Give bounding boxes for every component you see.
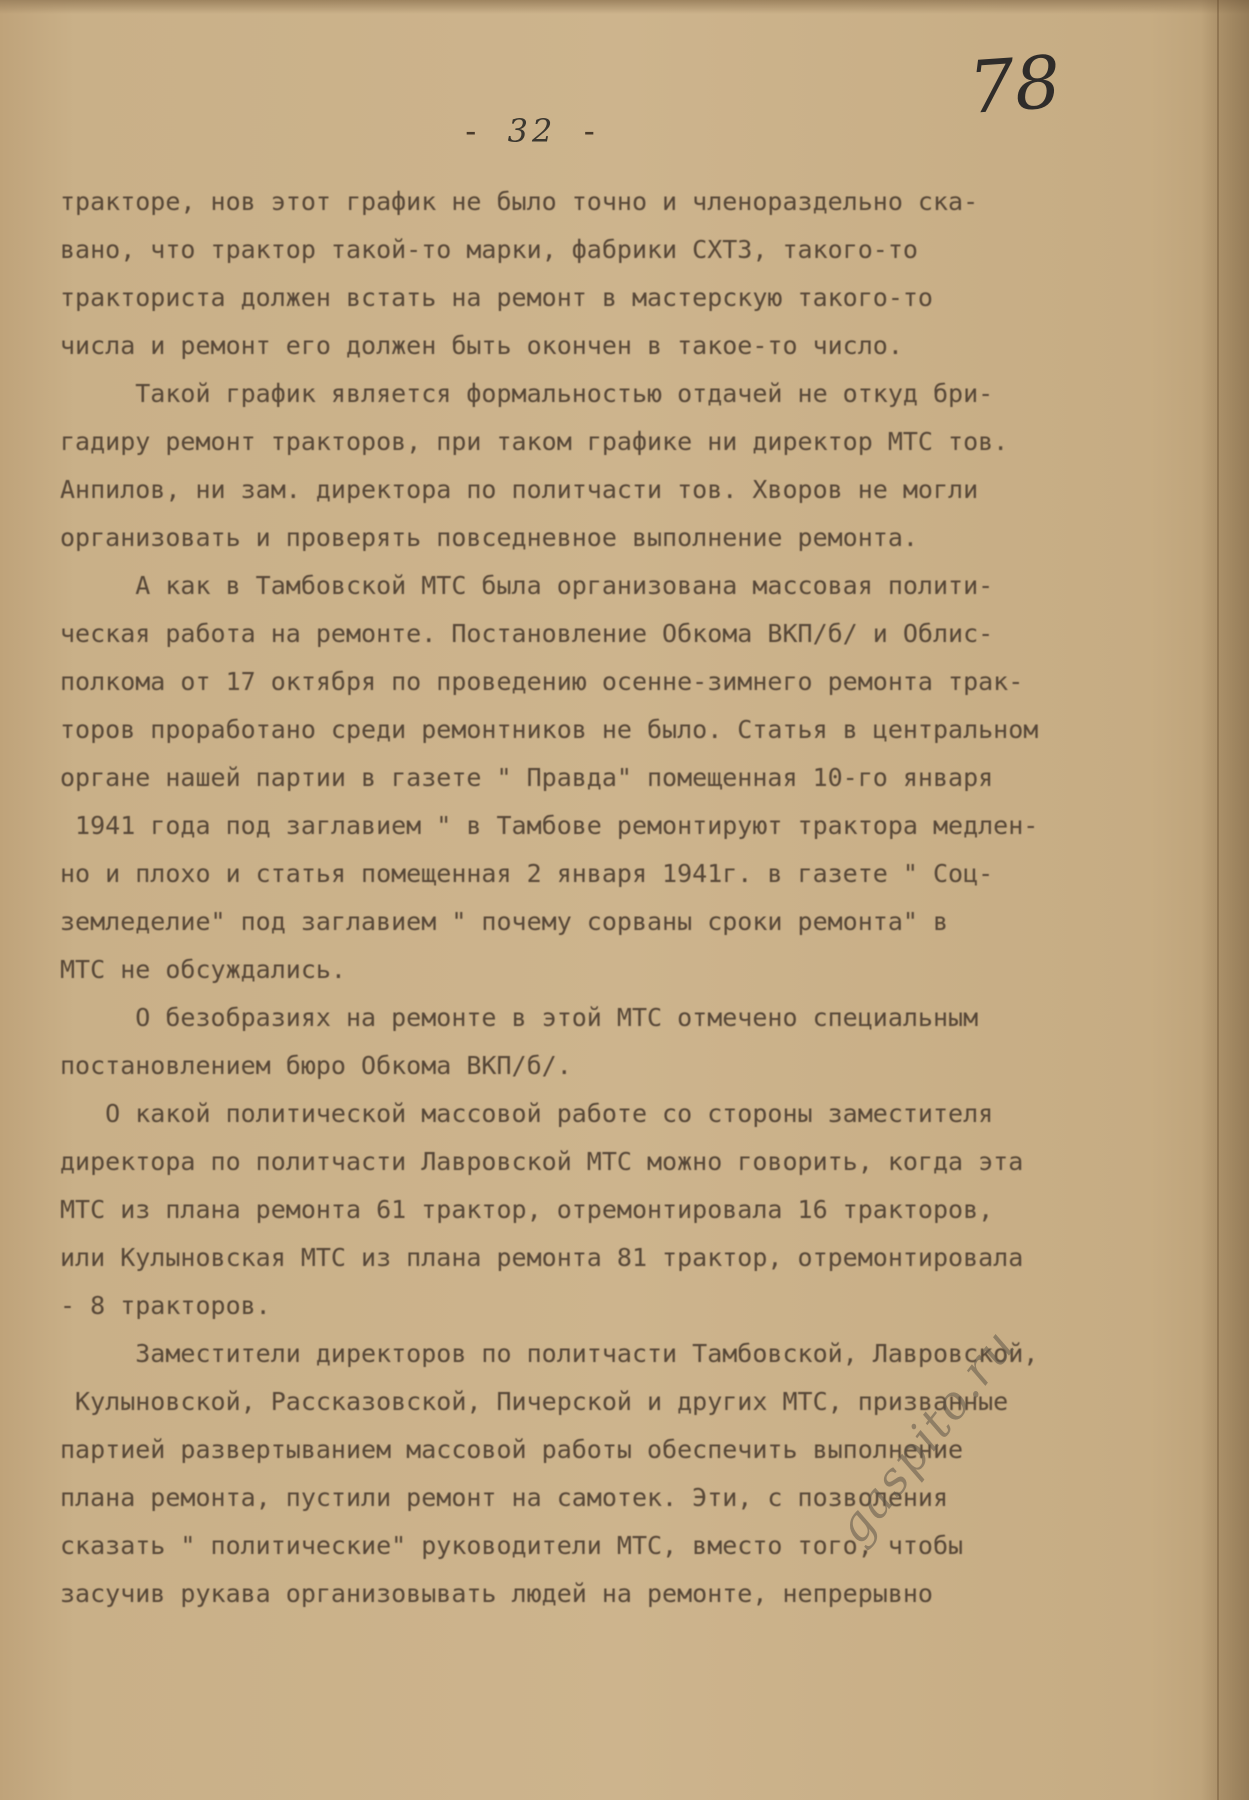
text-line: но и плохо и статья помещенная 2 января 1941г. в газете " Соц- xyxy=(60,859,994,888)
page-top-shadow xyxy=(0,0,1249,14)
text-line: плана ремонта, пустили ремонт на самотек. Эти, с позволения xyxy=(60,1483,949,1512)
text-line: торов проработано среди ремонтников не было. Статья в центральном xyxy=(60,715,1039,744)
typewritten-text xyxy=(60,178,1200,1618)
page-number-prefix: - xyxy=(461,112,508,150)
text-line: тракторе, нов этот график не было точно и членораздельно ска- xyxy=(60,187,979,216)
text-line: директора по политчасти Лавровской МТС можно говорить, когда эта xyxy=(60,1147,1024,1176)
page-fold-line xyxy=(1217,0,1219,1800)
text-line: 1941 года под заглавием " в Тамбове ремонтируют трактора медлен- xyxy=(60,811,1039,840)
text-line: постановлением бюро Обкома ВКП/б/. xyxy=(60,1051,572,1080)
text-line: - 8 тракторов. xyxy=(60,1291,271,1320)
text-line: Заместители директоров по политчасти Тамбовской, Лавровской, xyxy=(60,1339,1039,1368)
text-line: МТС из плана ремонта 61 трактор, отремонтировала 16 тракторов, xyxy=(60,1195,994,1224)
text-line: ческая работа на ремонте. Постановление Обкома ВКП/б/ и Облис- xyxy=(60,619,994,648)
text-line: полкома от 17 октября по проведению осенне-зимнего ремонта трак- xyxy=(60,667,1024,696)
watermark: gaspito.ru xyxy=(826,1318,1027,1554)
text-line: тракториста должен встать на ремонт в мастерскую такого-то xyxy=(60,283,933,312)
page-number xyxy=(452,112,612,150)
text-line: гадиру ремонт тракторов, при таком графике ни директор МТС тов. xyxy=(60,427,1009,456)
folio-number: 78 xyxy=(966,39,1064,130)
text-line: А как в Тамбовской МТС была организована массовая полити- xyxy=(60,571,994,600)
page-number-handwritten: 32 xyxy=(507,112,557,150)
page-right-shadow xyxy=(1201,0,1249,1800)
page-number-suffix: - xyxy=(556,112,603,150)
text-line: органе нашей партии в газете " Правда" помещенная 10-го января xyxy=(60,763,994,792)
text-line: засучив рукава организовывать людей на ремонте, непрерывно xyxy=(60,1579,933,1608)
text-line: числа и ремонт его должен быть окончен в такое-то число. xyxy=(60,331,903,360)
text-line: партией развертыванием массовой работы обеспечить выполнение xyxy=(60,1435,964,1464)
text-line: земледелие" под заглавием " почему сорваны сроки ремонта" в xyxy=(60,907,949,936)
text-line: или Кулыновская МТС из плана ремонта 81 трактор, отремонтировала xyxy=(60,1243,1024,1272)
text-line: О безобразиях на ремонте в этой МТС отмечено специальным xyxy=(60,1003,979,1032)
text-line: сказать " политические" руководители МТС, вместо того, чтобы xyxy=(60,1531,964,1560)
text-line: Кулыновской, Рассказовской, Пичерской и других МТС, призванные xyxy=(60,1387,1009,1416)
text-line: Такой график является формальностью отдачей не откуд бри- xyxy=(60,379,994,408)
text-line: организовать и проверять повседневное выполнение ремонта. xyxy=(60,523,918,552)
text-line: Анпилов, ни зам. директора по политчасти тов. Хворов не могли xyxy=(60,475,979,504)
text-line: вано, что трактор такой-то марки, фабрики СХТЗ, такого-то xyxy=(60,235,918,264)
text-line: О какой политической массовой работе со стороны заместителя xyxy=(60,1099,994,1128)
text-line: МТС не обсуждались. xyxy=(60,955,346,984)
